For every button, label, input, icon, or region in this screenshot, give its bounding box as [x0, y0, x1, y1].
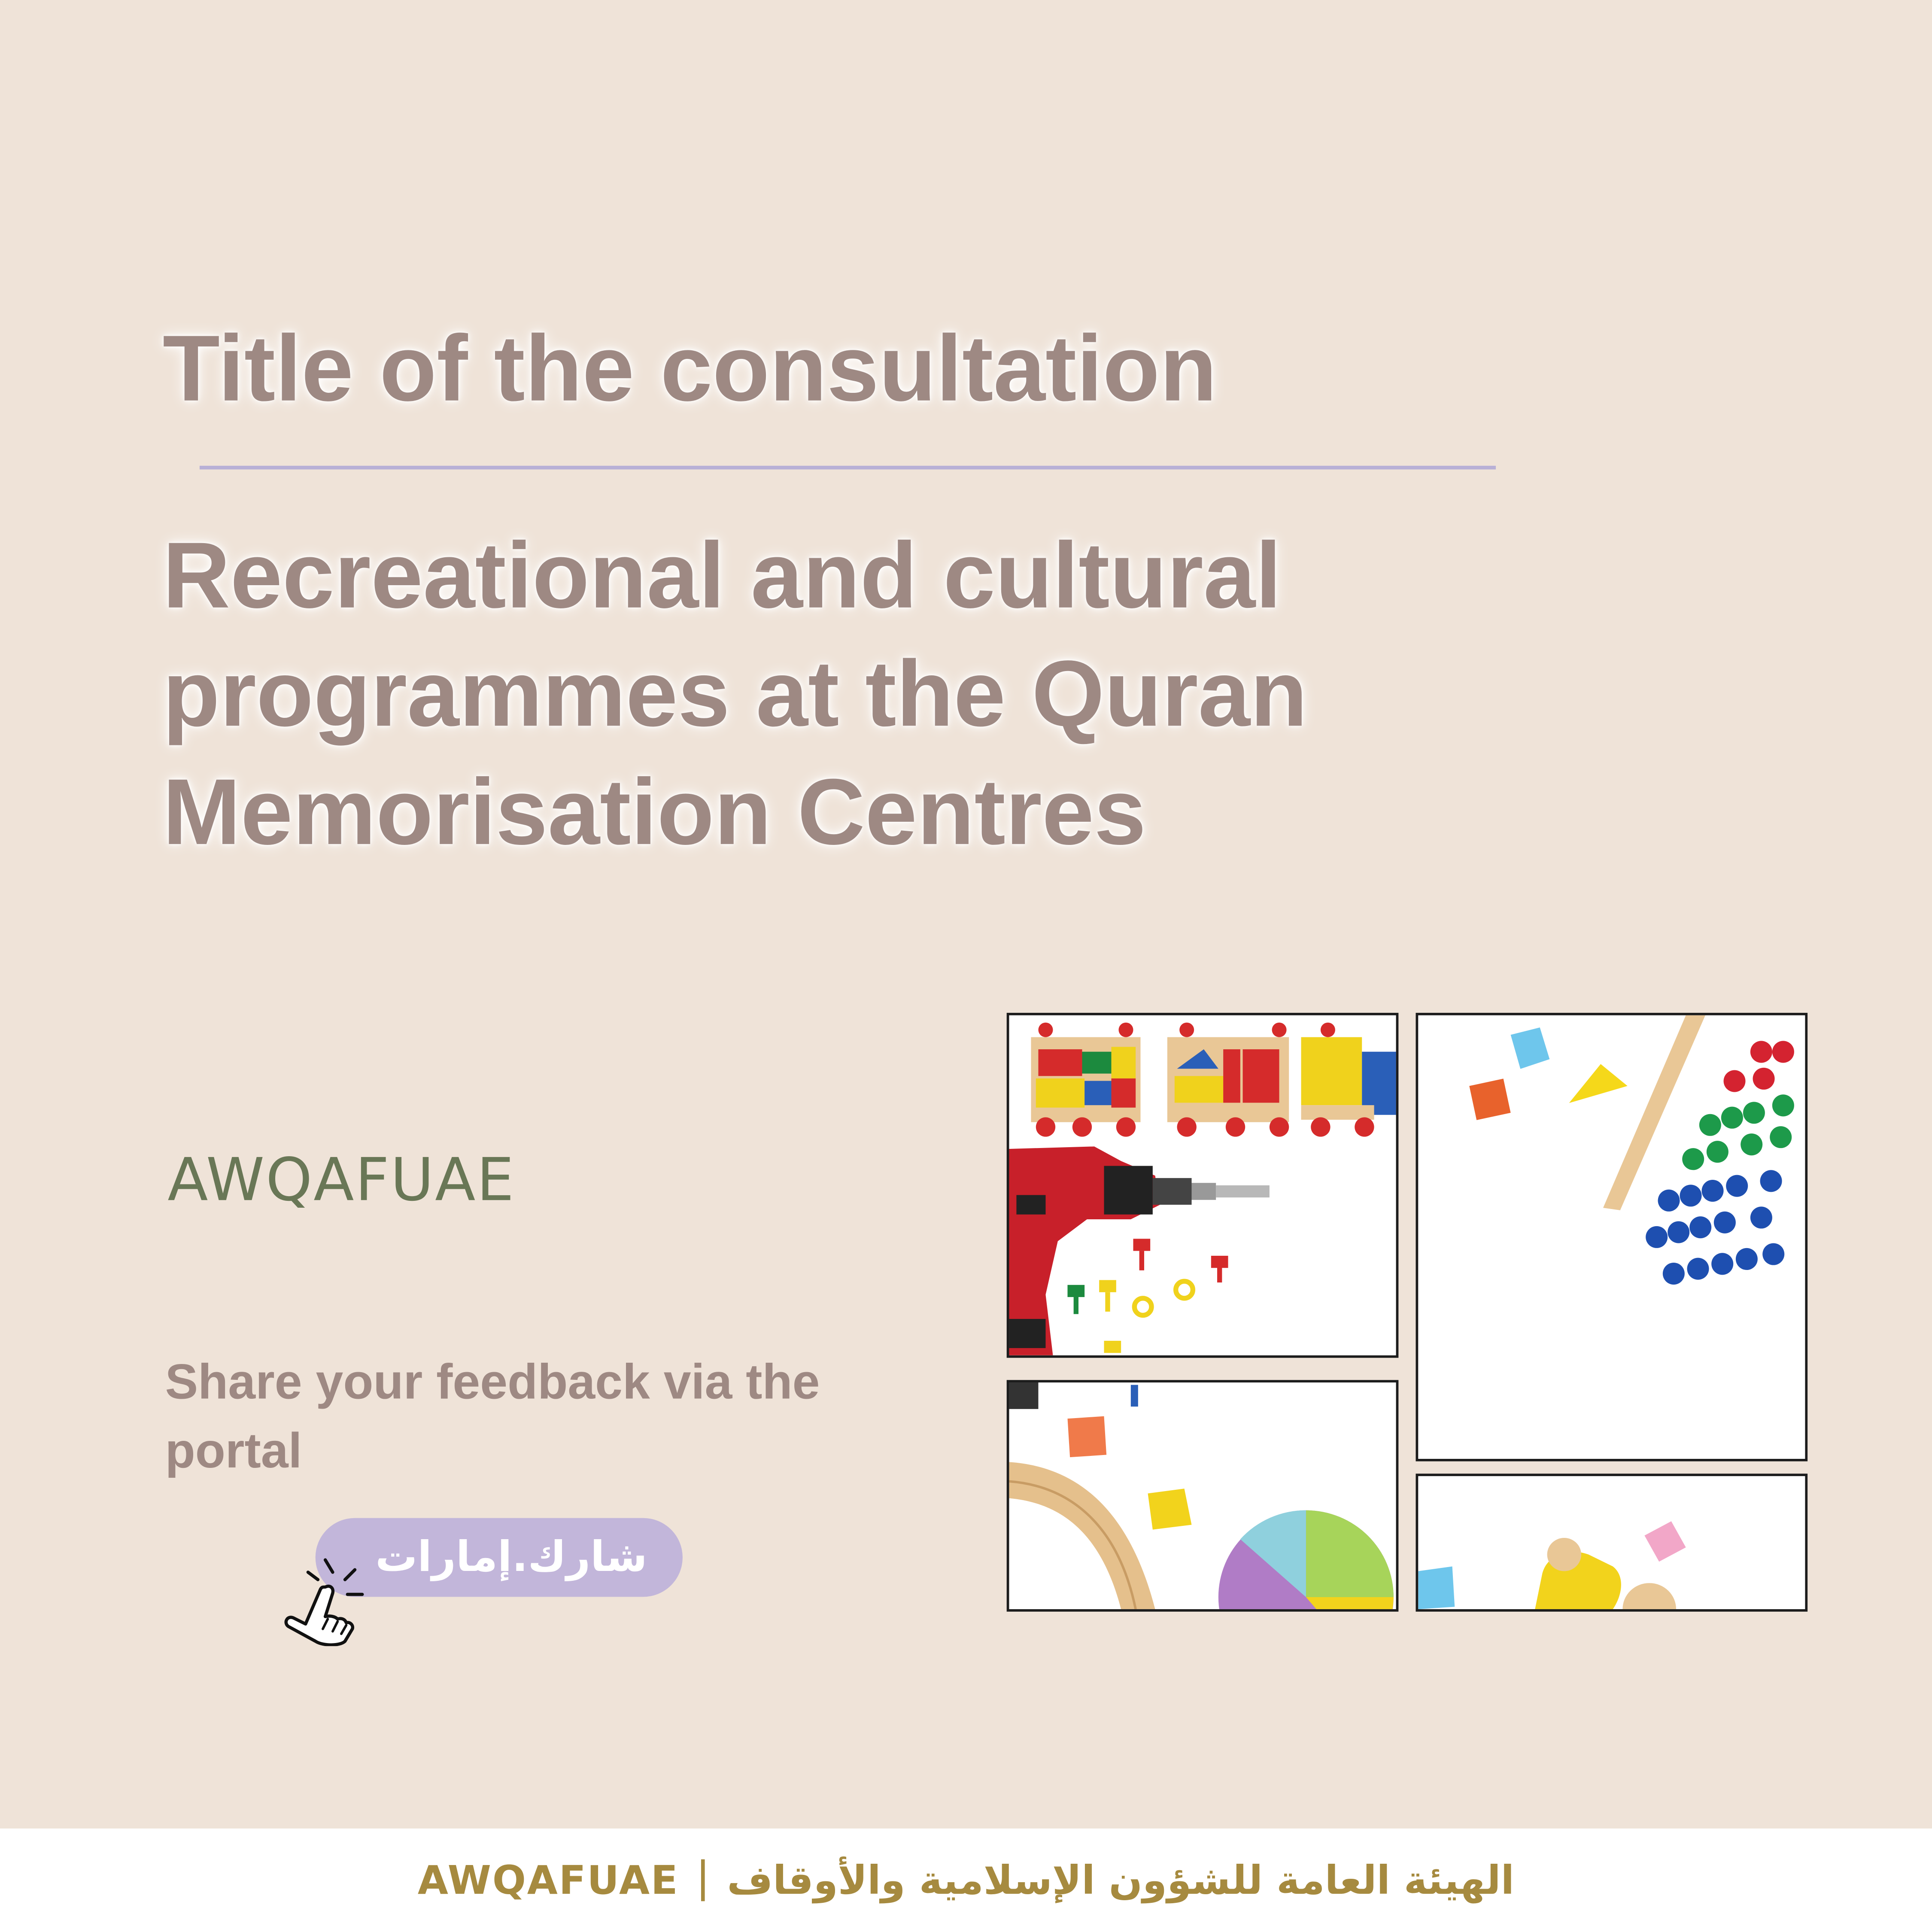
footer-bar [0, 1829, 1932, 1932]
portal-link-button[interactable]: شارك.إمارات [316, 1518, 683, 1597]
footer-separator [701, 1859, 705, 1902]
feedback-prompt: Share your feedback via the portal [165, 1355, 820, 1479]
title-divider [200, 466, 1496, 470]
brand-handle: AWQAFUAE [167, 1146, 516, 1215]
pointing-hand-icon[interactable] [276, 1555, 370, 1646]
footer-brand-handle: AWQAFUAE [417, 1856, 679, 1904]
consultation-title: Recreational and cultural programmes at the Quran Memorisation Centres [162, 523, 1308, 865]
consultation-label: Title of the consultation [162, 316, 1217, 422]
toy-blocks-photo [1416, 1473, 1808, 1611]
toy-train-and-drill-photo [1007, 1013, 1399, 1358]
footer-organization-name: الهيئة العامة للشؤون الإسلامية والأوقاف [727, 1856, 1515, 1904]
wooden-track-and-ball-photo [1007, 1380, 1399, 1612]
abacus-and-blocks-photo [1416, 1013, 1808, 1461]
